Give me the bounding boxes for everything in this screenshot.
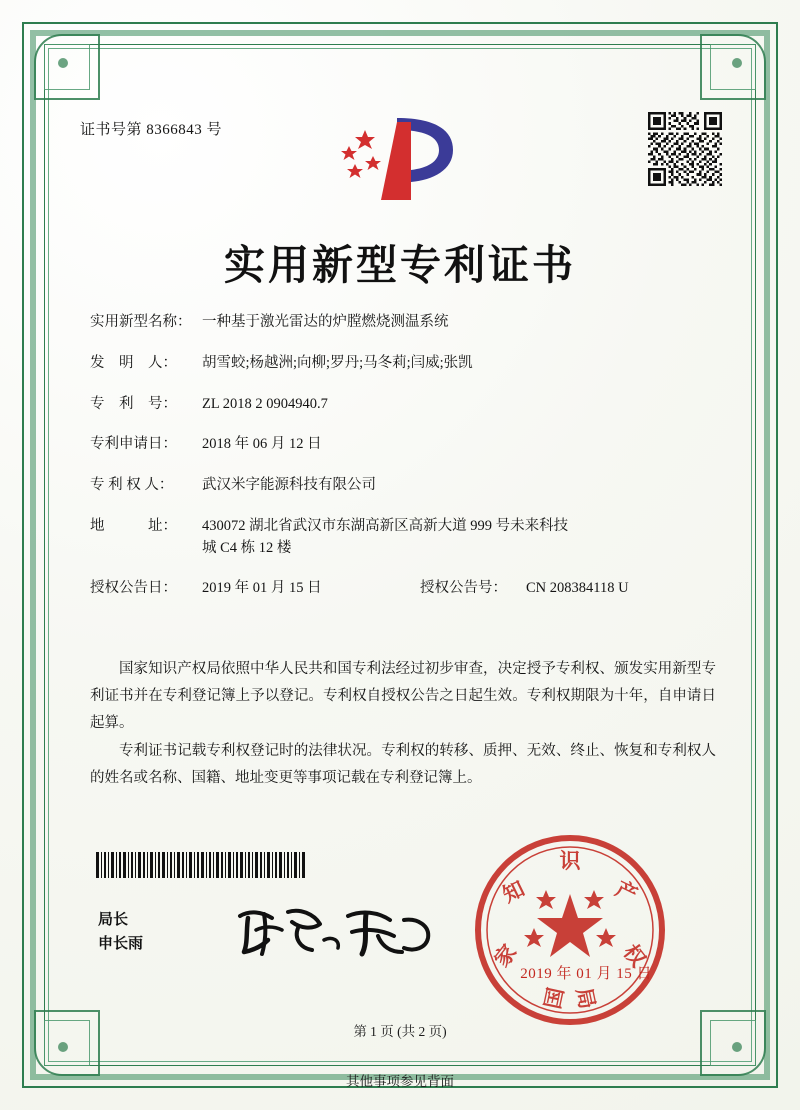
- field-label-grant-number: 授权公告号：: [420, 580, 507, 597]
- address-line-2: 城 C4 栋 12 楼: [202, 539, 292, 556]
- certificate-content: [60, 60, 740, 1050]
- field-label-inventors: 发 明 人：: [90, 354, 177, 371]
- page-indicator: 第 1 页 (共 2 页): [353, 1024, 447, 1039]
- certificate-number: 证书号第 8366843 号: [80, 122, 223, 138]
- field-label-application-date: 专利申请日：: [90, 436, 177, 453]
- field-row-patent-number: [90, 394, 718, 416]
- legal-paragraph-1: 国家知识产权局依照中华人民共和国专利法经过初步审查，决定授予专利权、颁发实用新型专利证书并在专利登记簿上予以登记。专利权自授权公告之日起生效。专利权期限为十年，自申请日起算。: [90, 661, 716, 731]
- page-title: 实用新型专利证书: [224, 241, 576, 289]
- signature-block: [98, 908, 143, 956]
- field-list: [90, 312, 718, 619]
- field-label-grant-date: 授权公告日：: [90, 580, 177, 597]
- field-value-grant-date: 2019 年 01 月 15 日: [202, 580, 322, 597]
- field-row-name: [90, 312, 718, 334]
- grant-date-group: [90, 578, 420, 600]
- field-label-name: 实用新型名称：: [90, 314, 192, 330]
- field-row-inventors: [90, 353, 718, 375]
- qr-code-icon: [648, 112, 722, 186]
- field-row-application-date: [90, 434, 718, 456]
- legal-paragraph-2: 专利证书记载专利权登记时的法律状况。专利权的转移、质押、无效、终止、恢复和专利权人的姓名或名称、国籍、地址变更等事项记载在专利登记簿上。: [90, 743, 716, 787]
- field-value-grant-number: CN 208384118 U: [526, 580, 629, 597]
- svg-text:家: 家: [488, 939, 522, 972]
- svg-text:产: 产: [611, 875, 642, 908]
- field-value-name: 一种基于激光雷达的炉膛燃烧测温系统: [202, 314, 449, 330]
- address-line-1: 430072 湖北省武汉市东湖高新区高新大道 999 号未来科技: [202, 517, 569, 534]
- field-row-grant: [90, 578, 718, 600]
- signature-title: 局长: [98, 912, 129, 928]
- svg-text:知: 知: [498, 875, 529, 908]
- field-row-patentee: [90, 475, 718, 497]
- svg-text:局: 局: [571, 985, 601, 1012]
- svg-text:识: 识: [559, 848, 581, 873]
- cnipa-logo-icon: [325, 108, 475, 208]
- field-value-patentee: 武汉米字能源科技有限公司: [202, 477, 376, 493]
- field-value-address: [202, 516, 718, 560]
- official-seal-icon: [472, 832, 668, 1028]
- field-value-patent-number: ZL 2018 2 0904940.7: [202, 395, 328, 412]
- field-label-address: 地 址：: [90, 517, 177, 534]
- field-value-inventors: 胡雪蛟;杨越洲;向柳;罗丹;马冬莉;闫威;张凯: [202, 354, 473, 371]
- signature-name: 申长雨: [98, 936, 144, 952]
- footnote: 其他事项参见背面: [346, 1074, 454, 1089]
- grant-number-group: [420, 578, 718, 600]
- seal-date: 2019 年 01 月 15 日: [520, 966, 652, 982]
- field-row-address: [90, 516, 718, 560]
- svg-text:国: 国: [539, 985, 569, 1012]
- field-value-application-date: 2018 年 06 月 12 日: [202, 436, 322, 453]
- barcode-icon: [96, 852, 306, 878]
- field-label-patentee: 专 利 权 人：: [90, 477, 174, 493]
- svg-text:权: 权: [618, 939, 652, 972]
- field-label-patent-number: 专 利 号：: [90, 395, 177, 412]
- handwritten-signature-icon: [228, 896, 448, 968]
- legal-text: [90, 656, 716, 794]
